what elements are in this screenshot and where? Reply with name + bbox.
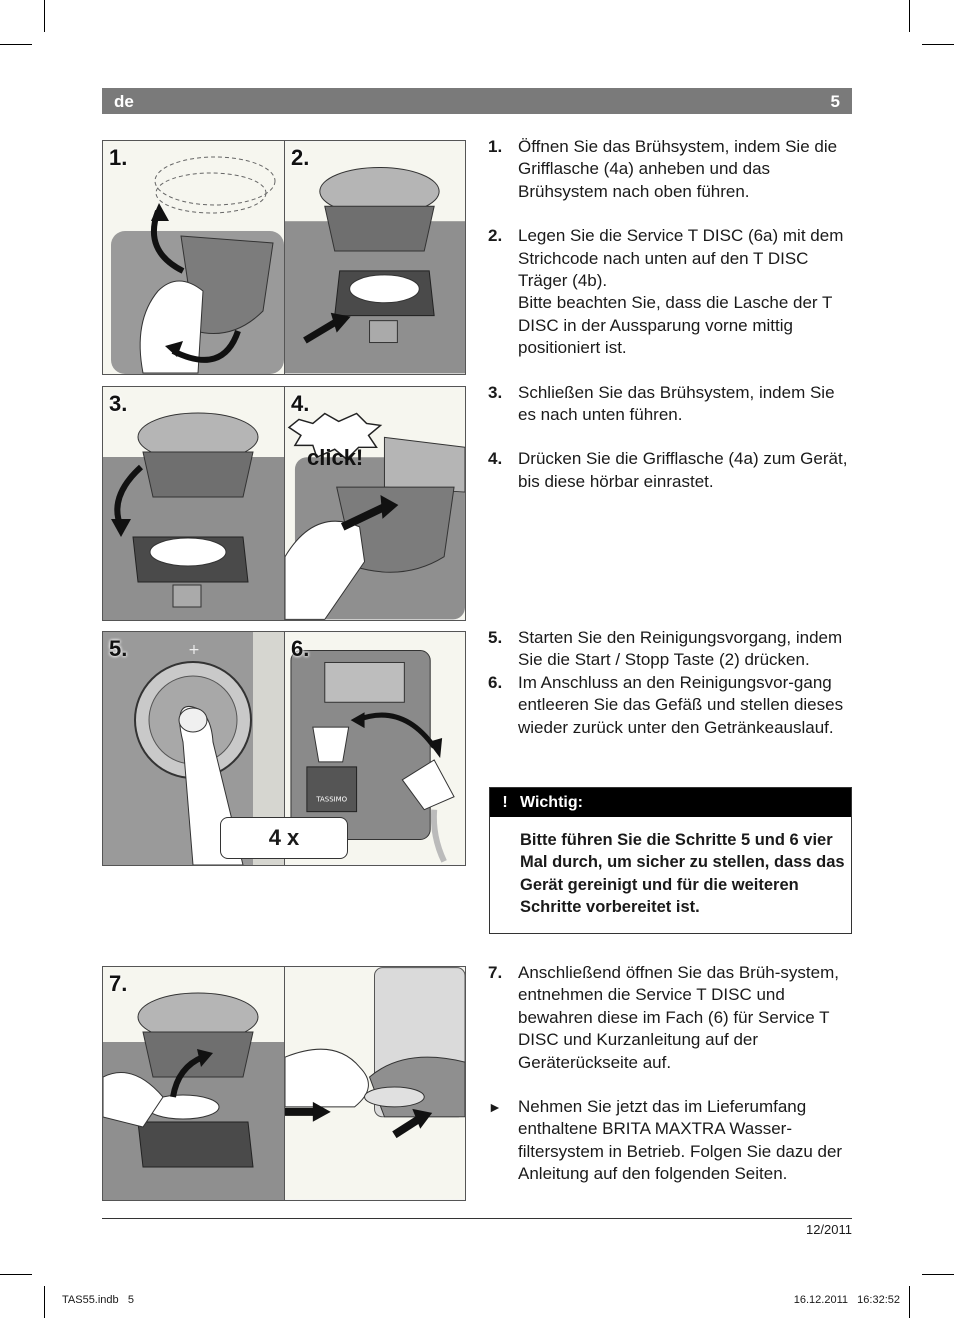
remove-disc-drawing	[103, 967, 284, 1200]
illustration-place-disc	[285, 141, 465, 374]
illustration-store-disc	[285, 967, 465, 1200]
close-brewer-drawing	[103, 387, 284, 620]
place-disc-drawing	[285, 141, 465, 374]
step-2	[488, 225, 852, 359]
slug-timestamp: 16.12.2011 16:32:52	[793, 1294, 900, 1306]
step-number: 2.	[291, 145, 310, 170]
page-header	[102, 88, 852, 114]
store-disc-drawing	[285, 967, 465, 1200]
figure-steps-5-6	[102, 631, 466, 866]
step-text: Starten Sie den Reinigungsvorgang, indem Sie die Start / Stopp Taste (2) drücken.	[518, 628, 843, 670]
bullet-arrow-icon: ►	[488, 1099, 502, 1116]
important-notice	[489, 787, 852, 934]
step-number: 5.	[488, 628, 503, 647]
step-number: 1.	[488, 137, 503, 156]
step-text: Legen Sie die Service T DISC (6a) mit dem Strichcode nach unten auf den T DISC Träger (4b).	[518, 226, 844, 291]
step-1	[488, 136, 852, 203]
crop-mark	[922, 1274, 954, 1275]
step-number: 1.	[109, 145, 128, 170]
step-number: 4.	[291, 391, 310, 416]
step-text: Nehmen Sie jetzt das im Lieferumfang enthaltene BRITA MAXTRA Wasser-filtersystem in Betrieb. Folgen Sie dazu der Anleitung auf den folgenden Seiten.	[518, 1097, 843, 1184]
step-number: 4.	[488, 449, 503, 469]
figure-step-7	[102, 966, 466, 1201]
page-number: 5	[830, 92, 840, 111]
step-text: Drücken Sie die Grifflasche (4a) zum Gerät, bis diese hörbar einrastet.	[518, 449, 848, 491]
illustration-remove-disc	[103, 967, 285, 1200]
step-bullet	[488, 1096, 852, 1186]
figure-steps-1-2	[102, 140, 466, 375]
step-6	[488, 672, 852, 739]
repeat-count-badge: 4 x	[220, 817, 348, 859]
warning-icon: !	[502, 794, 508, 811]
step-number: 5.	[109, 636, 128, 661]
footer-date: 12/2011	[805, 1222, 852, 1237]
step-number: 7.	[109, 971, 128, 996]
step-number: 2.	[488, 226, 503, 246]
step-text: Schließen Sie das Brühsystem, indem Sie es nach unten führen.	[518, 382, 835, 425]
crop-mark	[909, 0, 910, 32]
step-number: 3.	[488, 382, 503, 402]
slug-file: TAS55.indb 5	[62, 1294, 134, 1306]
language-code: de	[114, 92, 134, 111]
crop-mark	[0, 1274, 32, 1275]
illustration-press-handle	[285, 387, 465, 620]
illustration-open-brewer	[103, 141, 285, 374]
step-text: Im Anschluss an den Reinigungsvor-gang entleeren Sie das Gefäß und stellen dieses wieder zurück unter den Getränkeauslauf.	[518, 672, 844, 737]
steps-1-4	[488, 136, 852, 515]
press-handle-drawing	[285, 387, 465, 620]
step-5	[488, 627, 852, 672]
step-4	[488, 448, 852, 493]
tassimo-logo: TASSIMO	[316, 795, 348, 804]
crop-mark	[909, 1286, 910, 1318]
steps-5-6	[488, 627, 852, 739]
step-number: 7.	[488, 963, 503, 982]
open-brewer-drawing	[103, 141, 284, 374]
footer-rule	[102, 1218, 852, 1219]
illustration-close-brewer	[103, 387, 285, 620]
figure-steps-3-4	[102, 386, 466, 621]
step-number: 6.	[488, 672, 503, 692]
step-7	[488, 962, 852, 1074]
step-3	[488, 382, 852, 427]
step-number: 3.	[109, 391, 128, 416]
crop-mark	[0, 44, 32, 45]
crop-mark	[44, 0, 45, 32]
notice-body: Bitte führen Sie die Schritte 5 und 6 vier Mal durch, um sicher zu stellen, dass das Gerät gereinigt und für die weiteren Schritte vorbereitet ist.	[520, 831, 845, 917]
step-text: Anschließend öffnen Sie das Brüh-system, entnehmen die Service T DISC und bewahren diese im Fach (6) für Service T DISC und Kurzanleitung auf der Geräterückseite auf.	[518, 963, 839, 1072]
step-note: Bitte beachten Sie, dass die Lasche der T DISC in der Aussparung vorne mittig positioniert ist.	[518, 293, 833, 358]
steps-7	[488, 962, 852, 1208]
step-number: 6.	[291, 636, 310, 661]
crop-mark	[44, 1286, 45, 1318]
notice-header	[490, 788, 851, 817]
notice-title: Wichtig:	[520, 794, 583, 811]
click-label: click!	[307, 445, 364, 470]
crop-mark	[922, 44, 954, 45]
svg-text:+: +	[188, 642, 200, 658]
step-text: Öffnen Sie das Brühsystem, indem Sie die Grifflasche (4a) anheben und das Brühsystem nach oben führen.	[518, 137, 838, 201]
